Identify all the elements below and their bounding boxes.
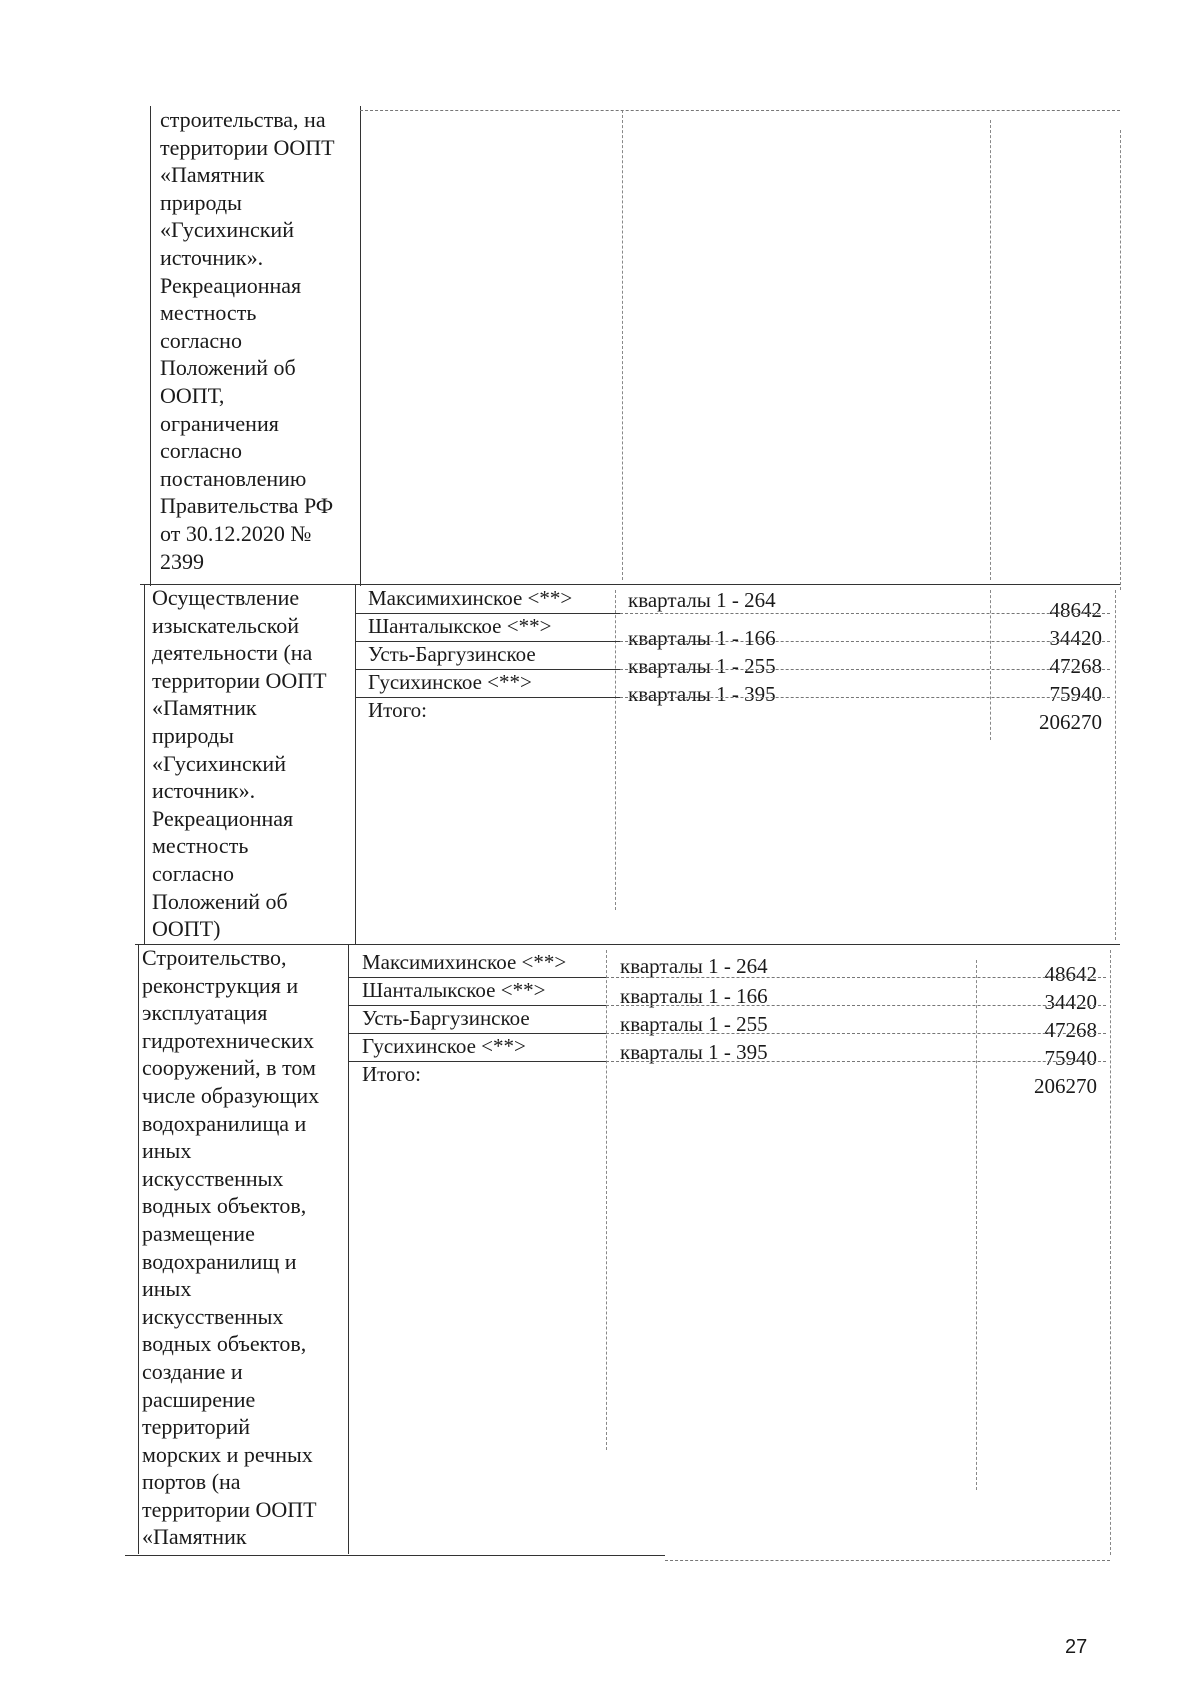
quarters-range: кварталы 1 - 395 — [620, 1040, 768, 1064]
table-left-border — [144, 584, 145, 944]
row-separator — [606, 1061, 1106, 1062]
area-value: 75940 — [1044, 1046, 1097, 1070]
column-divider — [976, 960, 977, 1490]
row-separator — [606, 1033, 1106, 1034]
area-value: 48642 — [1044, 962, 1097, 986]
area-value: 47268 — [1049, 654, 1102, 678]
forestry-name: Усть-Баргузинское — [368, 642, 536, 666]
table-right-border — [1120, 130, 1121, 590]
row-separator — [620, 613, 1110, 614]
total-value: 206270 — [1039, 710, 1102, 734]
row-description: Осуществление изыскательской деятельности (на территории ООПТ «Памятник природы «Гусихинский источник». Рекреационная местность согласно Положений об ООПТ) — [152, 585, 327, 942]
quarters-range: кварталы 1 - 255 — [628, 654, 776, 678]
row-separator — [620, 697, 1110, 698]
area-value: 34420 — [1044, 990, 1097, 1014]
table-right-border — [1115, 590, 1116, 940]
forestry-name: Максимихинское <**> — [362, 950, 567, 974]
quarters-range: кварталы 1 - 255 — [620, 1012, 768, 1036]
forestry-name: Шанталыкское <**> — [362, 978, 546, 1002]
total-value: 206270 — [1034, 1074, 1097, 1098]
area-value: 47268 — [1044, 1018, 1097, 1042]
table-right-border — [1110, 950, 1111, 1555]
column-divider — [622, 110, 623, 580]
row-description: Строительство, реконструкция и эксплуатация гидротехнических сооружений, в том числе образующих водохранилища и иных искусственных водных объектов, размещение водохранилищ и иных искусственных водных объектов, создание и расширение территорий морских и речных портов (на территории ООПТ «Памятник — [142, 945, 320, 1550]
column-divider — [606, 950, 607, 1450]
column-divider — [348, 944, 349, 1554]
total-label: Итого: — [362, 1062, 421, 1086]
area-value: 48642 — [1049, 598, 1102, 622]
table-left-border — [138, 944, 139, 1554]
quarters-range: кварталы 1 - 166 — [628, 626, 776, 650]
area-value: 75940 — [1049, 682, 1102, 706]
forestry-name: Шанталыкское <**> — [368, 614, 552, 638]
total-label: Итого: — [368, 698, 427, 722]
row-separator — [620, 641, 1110, 642]
quarters-range: кварталы 1 - 395 — [628, 682, 776, 706]
column-divider — [990, 120, 991, 580]
column-divider — [355, 584, 356, 944]
row-separator — [606, 1005, 1106, 1006]
row-separator — [620, 669, 1110, 670]
forestry-name: Гусихинское <**> — [362, 1034, 526, 1058]
forestry-name: Максимихинское <**> — [368, 586, 573, 610]
quarters-range: кварталы 1 - 166 — [620, 984, 768, 1008]
table-bottom-border — [665, 1560, 1110, 1561]
quarters-range: кварталы 1 - 264 — [620, 954, 768, 978]
row-description: строительства, на территории ООПТ «Памятник природы «Гусихинский источник». Рекреационная местность согласно Положений об ООПТ, ограничения согласно постановлению Правительства РФ от 30.12.2020 № 2399 — [160, 107, 335, 574]
area-value: 34420 — [1049, 626, 1102, 650]
forestry-name: Усть-Баргузинское — [362, 1006, 530, 1030]
row-separator — [360, 110, 1120, 111]
table-left-border — [150, 106, 151, 586]
column-divider — [360, 106, 361, 586]
forestry-name: Гусихинское <**> — [368, 670, 532, 694]
row-separator — [606, 977, 1106, 978]
quarters-range: кварталы 1 - 264 — [628, 588, 776, 612]
table-bottom-border — [125, 1555, 665, 1556]
page-number: 27 — [1065, 1636, 1088, 1658]
column-divider — [615, 590, 616, 910]
